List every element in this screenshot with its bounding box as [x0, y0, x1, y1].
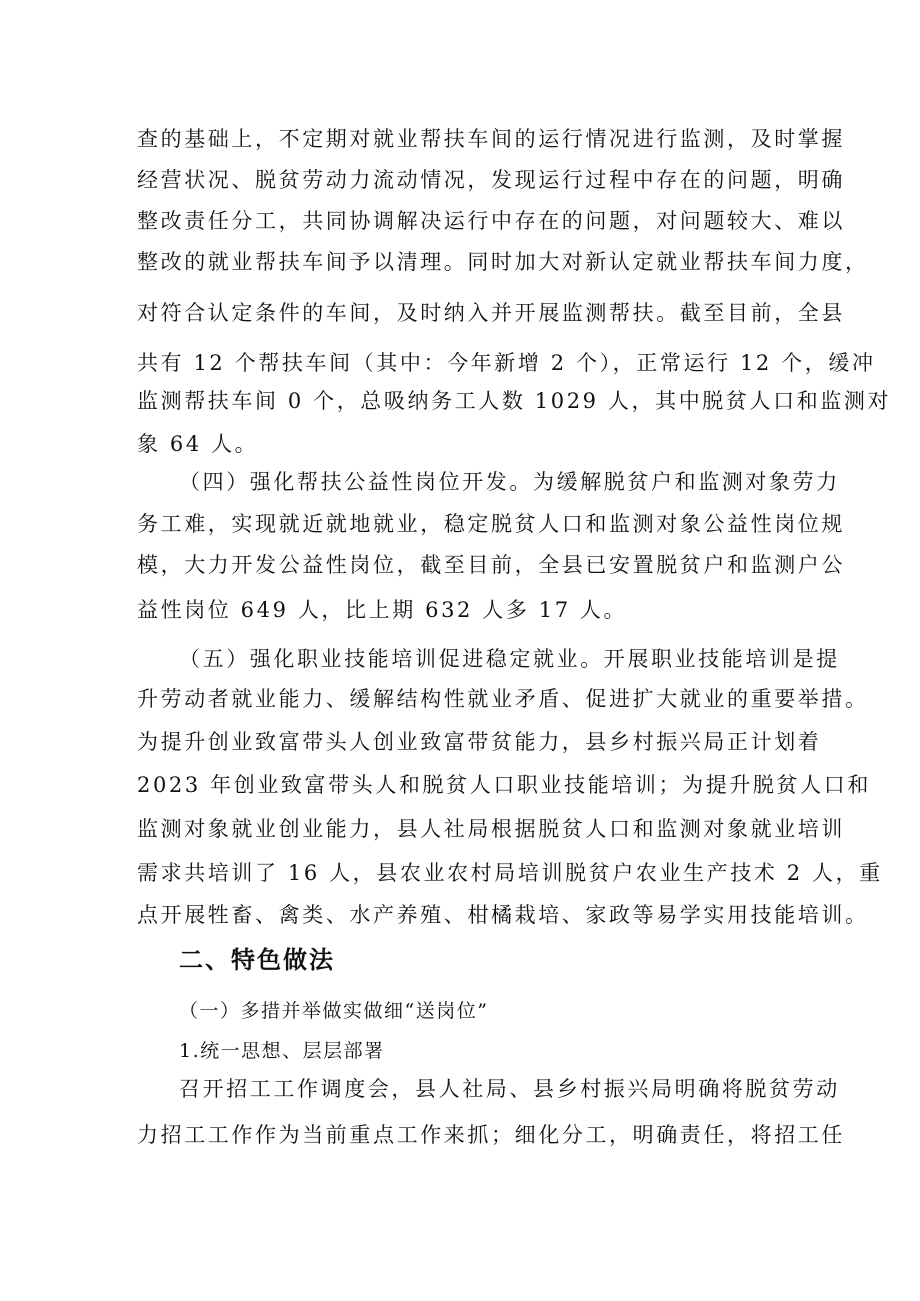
text-line: 对符合认定条件的车间，及时纳入并开展监测帮扶。截至目前，全县 — [137, 301, 845, 325]
text-line: （四）强化帮扶公益性岗位开发。为缓解脱贫户和监测对象劳力 — [179, 470, 840, 494]
text-line: 共有 12 个帮扶车间（其中：今年新增 2 个），正常运行 12 个，缓冲 — [137, 351, 876, 375]
text-line: 务工难，实现就近就地就业，稳定脱贫人口和监测对象公益性岗位规 — [137, 512, 845, 536]
text-line: 升劳动者就业能力、缓解结构性就业矛盾、促进扩大就业的重要举措。 — [137, 687, 869, 711]
text-line: 为提升创业致富带头人创业致富带贫能力，县乡村振兴局正计划着 — [137, 730, 822, 754]
text-line: 监测对象就业创业能力，县人社局根据脱贫人口和监测对象就业培训 — [137, 817, 845, 841]
text-line: 象 64 人。 — [137, 432, 259, 456]
subsection-heading: （一）多措并举做实做细“送岗位” — [179, 1000, 489, 1022]
text-line: 模，大力开发公益性岗位，截至目前，全县已安置脱贫户和监测户公 — [137, 553, 845, 577]
text-line: 益性岗位 649 人，比上期 632 人多 17 人。 — [137, 598, 628, 622]
text-line: 整改的就业帮扶车间予以清理。同时加大对新认定就业帮扶车间力度， — [137, 250, 869, 274]
text-line: 点开展牲畜、禽类、水产养殖、柑橘栽培、家政等易学实用技能培训。 — [137, 903, 869, 927]
text-line: 需求共培训了 16 人，县农业农村局培训脱贫户农业生产技术 2 人，重 — [137, 861, 883, 885]
text-line: 查的基础上，不定期对就业帮扶车间的运行情况进行监测，及时掌握 — [137, 127, 845, 151]
item-heading: 1.统一思想、层层部署 — [179, 1040, 385, 1062]
text-line: 2023 年创业致富带头人和脱贫人口职业技能培训；为提升脱贫人口和 — [137, 773, 871, 797]
text-line: 力招工工作作为当前重点工作来抓；细化分工，明确责任，将招工任 — [137, 1123, 845, 1147]
text-line: 经营状况、脱贫劳动力流动情况，发现运行过程中存在的问题，明确 — [137, 168, 845, 192]
text-line: 召开招工工作调度会，县人社局、县乡村振兴局明确将脱贫劳动 — [179, 1077, 840, 1101]
text-line: 整改责任分工，共同协调解决运行中存在的问题，对问题较大、难以 — [137, 209, 845, 233]
text-line: （五）强化职业技能培训促进稳定就业。开展职业技能培训是提 — [179, 647, 840, 671]
section-heading: 二、特色做法 — [179, 946, 335, 974]
text-line: 监测帮扶车间 0 个，总吸纳务工人数 1029 人，其中脱贫人口和监测对 — [137, 389, 892, 413]
